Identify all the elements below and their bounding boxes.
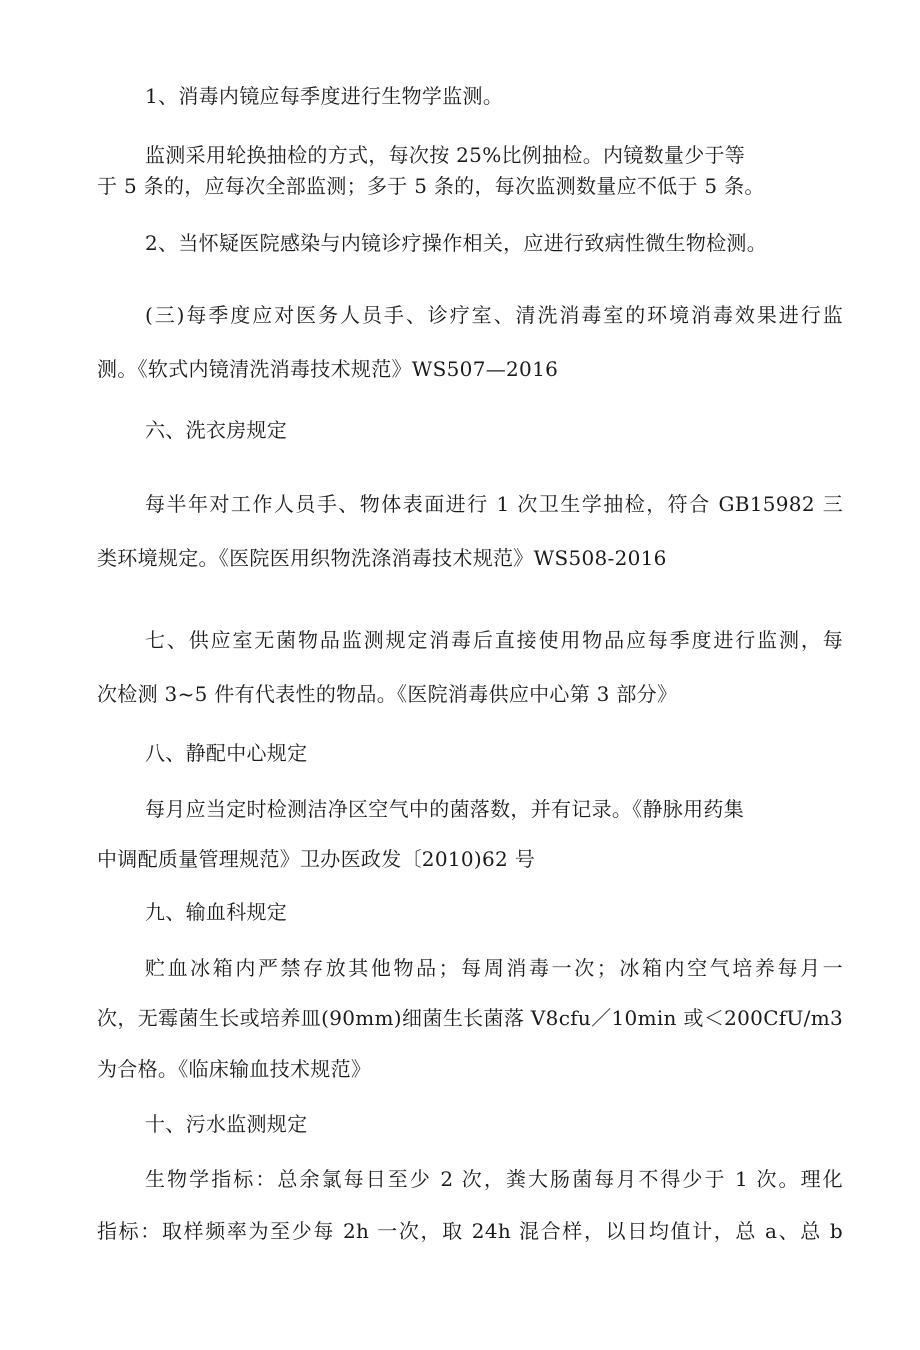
paragraph-supply-room-line2: 次检测 3~5 件有代表性的物品。《医院消毒供应中心第 3 部分》 <box>97 682 678 706</box>
paragraph-laundry-line1: 每半年对工作人员手、物体表面进行 1 次卫生学抽检，符合 GB15982 三 <box>145 492 843 516</box>
paragraph-sewage-line1: 生物学指标：总余氯每日至少 2 次，粪大肠菌每月不得少于 1 次。理化 <box>145 1167 843 1191</box>
heading-laundry-rules: 六、洗衣房规定 <box>145 418 288 442</box>
paragraph-sewage-line2: 指标：取样频率为至少每 2h 一次，取 24h 混合样，以日均值计，总 a、总 b <box>97 1219 843 1243</box>
paragraph-transfusion-line3: 为合格。《临床输血技术规范》 <box>97 1057 372 1081</box>
heading-sewage-monitoring: 十、污水监测规定 <box>145 1112 308 1136</box>
paragraph-pivas-line2: 中调配质量管理规范》卫办医政发〔2010)62 号 <box>97 847 536 871</box>
paragraph-transfusion-line1: 贮血冰箱内严禁存放其他物品；每周消毒一次；冰箱内空气培养每月一 <box>145 956 843 980</box>
heading-transfusion-rules: 九、输血科规定 <box>145 900 288 924</box>
paragraph-pivas-line1: 每月应当定时检测洁净区空气中的菌落数，并有记录。《静脉用药集 <box>145 797 744 821</box>
paragraph-rotation-sampling-line1: 监测采用轮换抽检的方式，每次按 25%比例抽检。内镜数量少于等 <box>145 143 746 167</box>
paragraph-supply-room-line1: 七、供应室无菌物品监测规定消毒后直接使用物品应每季度进行监测，每 <box>145 628 843 652</box>
paragraph-rotation-sampling-line2: 于 5 条的，应每次全部监测；多于 5 条的，每次监测数量应不低于 5 条。 <box>97 174 765 198</box>
paragraph-quarterly-env-monitoring-line2: 测。《软式内镜清洗消毒技术规范》WS507—2016 <box>97 357 559 381</box>
paragraph-transfusion-line2: 次，无霉菌生长或培养皿(90mm)细菌生长菌落 V8cfu／10min 或＜200CfU/m3 <box>97 1006 843 1030</box>
paragraph-pathogen-detection: 2、当怀疑医院感染与内镜诊疗操作相关，应进行致病性微生物检测。 <box>145 231 768 255</box>
heading-pivas-rules: 八、静配中心规定 <box>145 741 308 765</box>
paragraph-quarterly-env-monitoring-line1: (三)每季度应对医务人员手、诊疗室、清洗消毒室的环境消毒效果进行监 <box>145 303 843 327</box>
paragraph-endoscope-bio-monitoring: 1、消毒内镜应每季度进行生物学监测。 <box>145 84 504 108</box>
paragraph-laundry-line2: 类环境规定。《医院医用织物洗涤消毒技术规范》WS508-2016 <box>97 546 667 570</box>
